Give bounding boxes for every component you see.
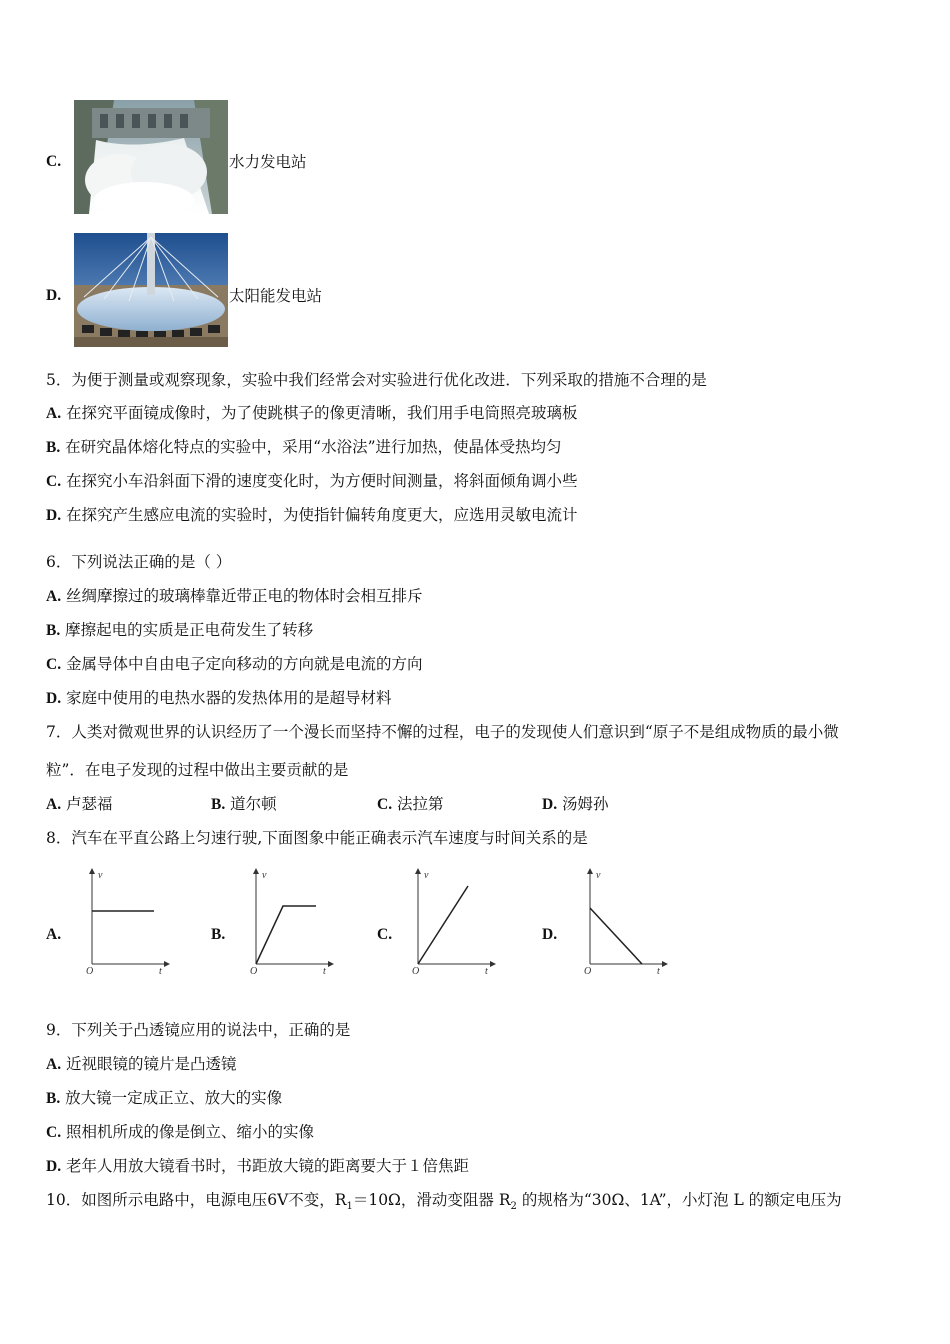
q8-option-a-letter: A. — [46, 926, 62, 943]
q7-option-a: A. 卢瑟福 — [46, 795, 113, 813]
q6-option-a: A. 丝绸摩擦过的玻璃棒靠近带正电的物体时会相互排斥 — [46, 587, 423, 605]
q8-option-d-letter: D. — [542, 926, 558, 943]
q7-stem-line1: 7．人类对微观世界的认识经历了一个漫长而坚持不懈的过程，电子的发现使人们意识到“原子不是组成物质的最小微 — [46, 723, 839, 741]
q8-option-c-letter: C. — [377, 926, 393, 943]
hydro-dam-photo — [74, 100, 228, 214]
q9-option-c: C. 照相机所成的像是倒立、缩小的实像 — [46, 1123, 315, 1141]
svg-text:v: v — [98, 870, 103, 881]
q8-stem: 8．汽车在平直公路上匀速行驶,下面图象中能正确表示汽车速度与时间关系的是 — [46, 829, 588, 847]
svg-text:v: v — [262, 870, 267, 881]
q6-option-d: D. 家庭中使用的电热水器的发热体用的是超导材料 — [46, 689, 392, 707]
q6-option-c: C. 金属导体中自由电子定向移动的方向就是电流的方向 — [46, 655, 423, 673]
solar-tower-photo — [74, 233, 228, 347]
q6-stem: 6．下列说法正确的是（ ） — [46, 553, 232, 571]
svg-text:t: t — [159, 966, 162, 977]
q8-graph-c — [410, 866, 496, 978]
q9-option-a: A. 近视眼镜的镜片是凸透镜 — [46, 1055, 237, 1073]
velocity-line — [418, 886, 468, 964]
q8-option-b-letter: B. — [211, 926, 226, 943]
svg-text:t: t — [323, 966, 326, 977]
velocity-line — [590, 908, 642, 964]
velocity-line — [256, 906, 316, 964]
q6-option-b: B. 摩擦起电的实质是正电荷发生了转移 — [46, 621, 314, 639]
svg-text:O: O — [250, 966, 258, 977]
svg-text:v: v — [424, 870, 429, 881]
q7-stem-line2: 粒”．在电子发现的过程中做出主要贡献的是 — [46, 761, 349, 779]
svg-text:t: t — [657, 966, 660, 977]
q5-stem: 5．为便于测量或观察现象，实验中我们经常会对实验进行优化改进．下列采取的措施不合理的是 — [46, 371, 707, 389]
q9-option-b: B. 放大镜一定成正立、放大的实像 — [46, 1089, 283, 1107]
q9-option-d: D. 老年人用放大镜看书时，书距放大镜的距离要大于１倍焦距 — [46, 1157, 470, 1175]
q7-option-b: B. 道尔顿 — [211, 795, 277, 813]
q5-option-b: B. 在研究晶体熔化特点的实验中，采用“水浴法”进行加热，使晶体受热均匀 — [46, 438, 562, 456]
q5-option-d: D. 在探究产生感应电流的实验时，为使指针偏转角度更大，应选用灵敏电流计 — [46, 506, 578, 524]
q9-stem: 9．下列关于凸透镜应用的说法中，正确的是 — [46, 1021, 351, 1039]
svg-text:v: v — [596, 870, 601, 881]
q8-graph-a — [84, 866, 170, 978]
q5-option-c: C. 在探究小车沿斜面下滑的速度变化时，为方便时间测量，将斜面倾角调小些 — [46, 472, 578, 490]
q7-option-d: D. 汤姆孙 — [542, 795, 609, 813]
svg-text:O: O — [584, 966, 592, 977]
svg-text:O: O — [412, 966, 420, 977]
q8-graph-b — [248, 866, 334, 978]
q4-option-d-text: 太阳能发电站 — [229, 287, 323, 305]
q10-stem: 10．如图所示电路中，电源电压6V不变，$R_1=10\Omega$，滑动变阻器 $R_2$ 的规格为“30Ω、1A”，小灯泡 L 的额定电压为 — [46, 1191, 842, 1213]
q7-option-c: C. 法拉第 — [377, 795, 444, 813]
q4-option-d-letter: D. — [46, 287, 62, 304]
svg-text:O: O — [86, 966, 94, 977]
q4-option-c-text: 水力发电站 — [229, 153, 307, 171]
q8-graph-d — [582, 866, 668, 978]
q4-option-c-letter: C. — [46, 153, 62, 170]
q5-option-a: A. 在探究平面镜成像时，为了使跳棋子的像更清晰，我们用手电筒照亮玻璃板 — [46, 404, 578, 422]
svg-text:t: t — [485, 966, 488, 977]
